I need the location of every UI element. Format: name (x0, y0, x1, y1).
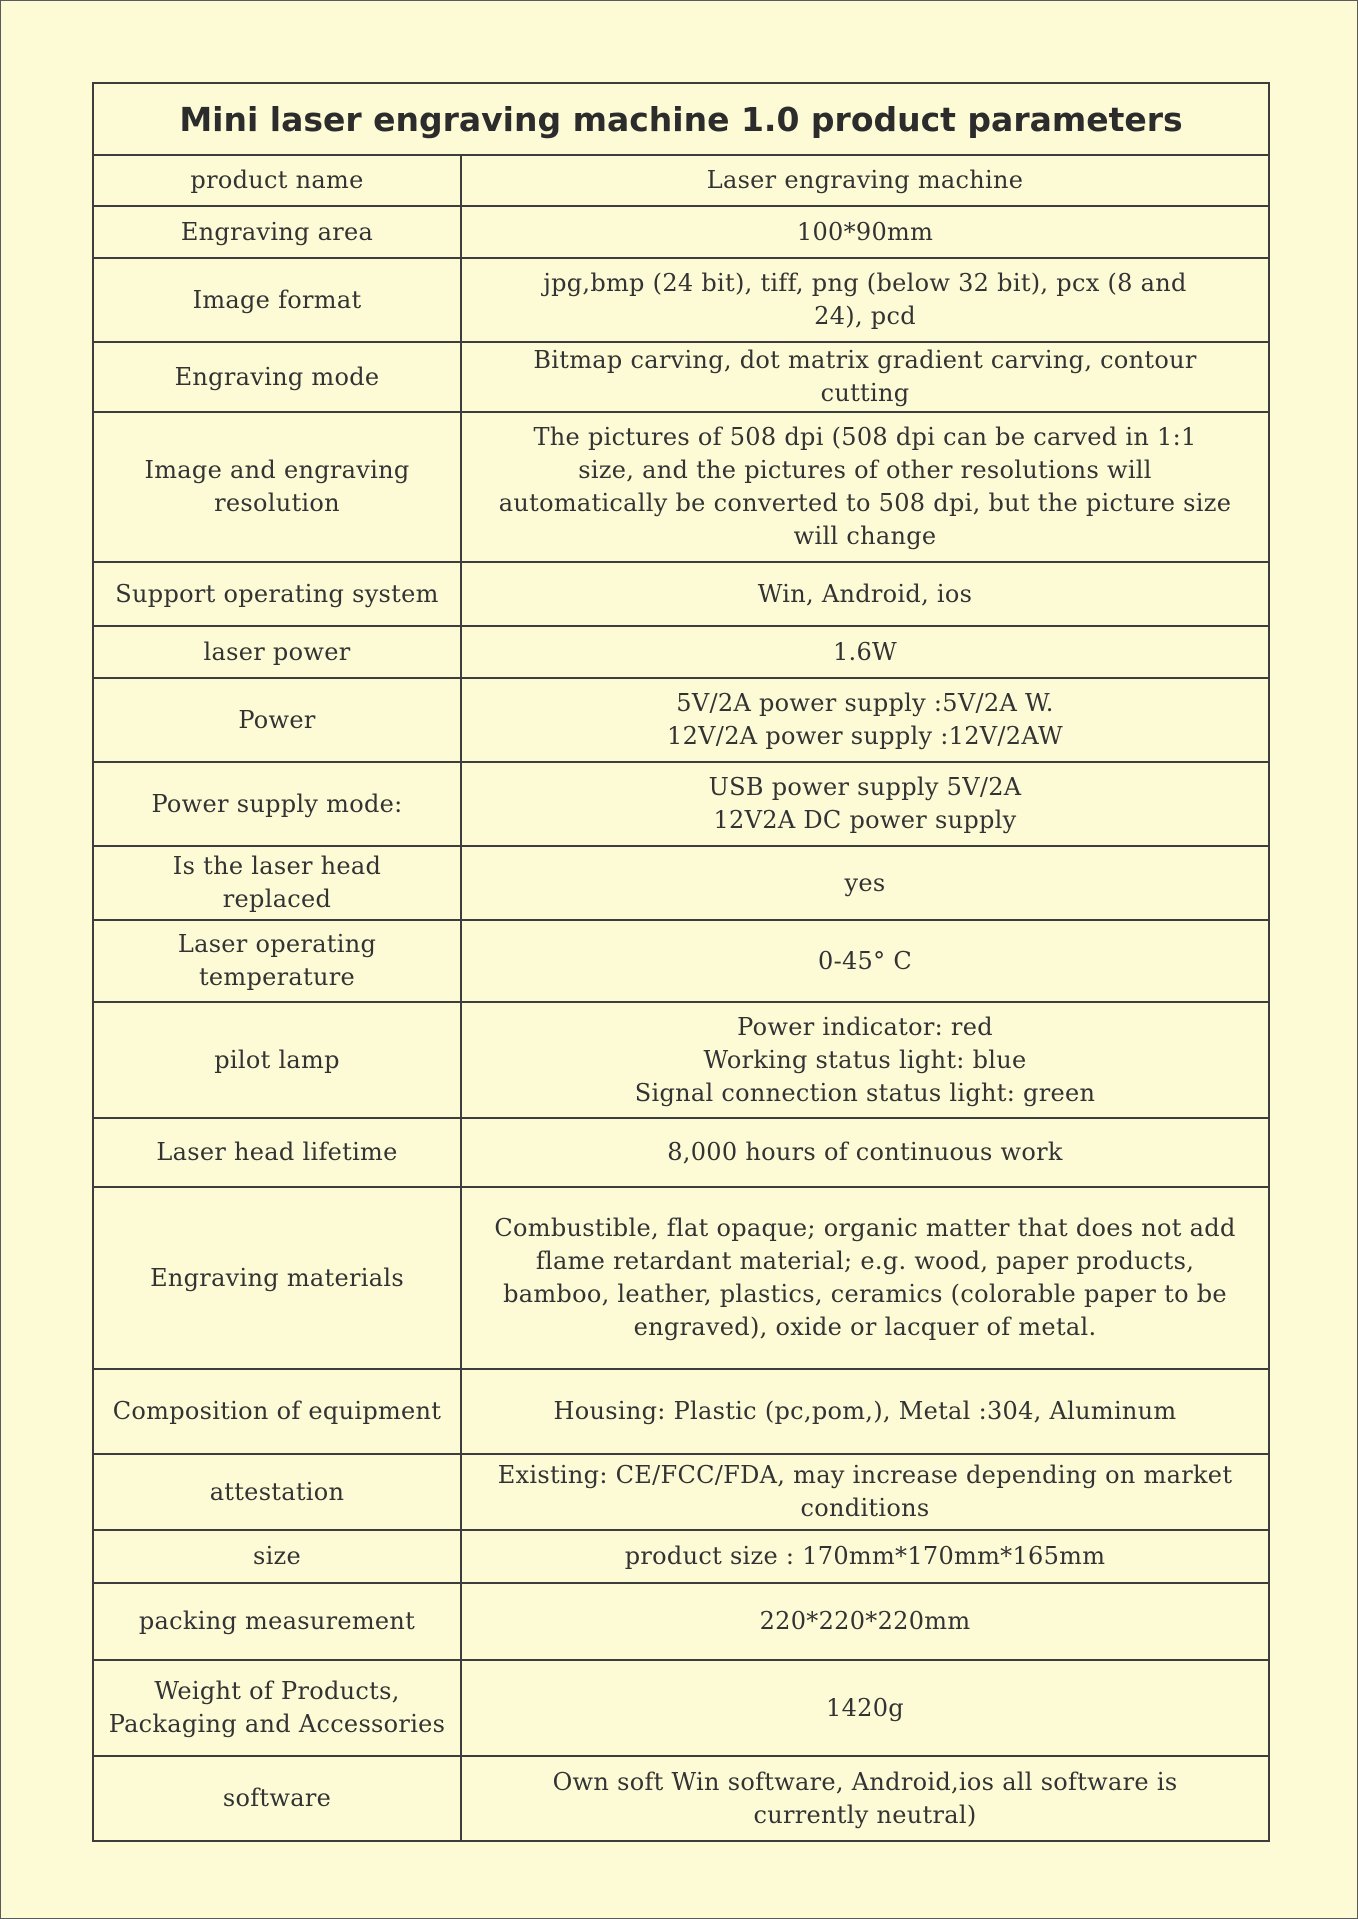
param-label-product-name (93, 155, 461, 206)
value-line: automatically be converted to 508 dpi, but the picture size (498, 489, 1232, 517)
param-value (461, 155, 1269, 206)
label-line: packing measurement (138, 1607, 416, 1635)
value-line: Signal connection status light: green (634, 1078, 1096, 1107)
param-label-weight-of-products-packaging-and-accessories (93, 1660, 461, 1756)
table-row (93, 1002, 1269, 1118)
param-value (461, 1660, 1269, 1756)
param-label-software (93, 1756, 461, 1841)
table-row (93, 846, 1269, 920)
param-label-laser-power (93, 626, 461, 678)
label-line: laser power (203, 637, 351, 666)
label-line: Support operating system (115, 579, 439, 608)
param-label-laser-operating-temperature (93, 920, 461, 1002)
value-line: USB power supply 5V/2A (708, 773, 1022, 801)
label-line: Is the laser head (172, 852, 382, 880)
param-label-image-and-engraving-resolution (93, 412, 461, 562)
table-row (93, 1530, 1269, 1583)
param-value (461, 1002, 1269, 1118)
param-label-packing-measurement (93, 1583, 461, 1660)
table-row (93, 342, 1269, 412)
table-row (93, 1660, 1269, 1756)
value-line: yes (844, 868, 886, 897)
param-label-laser-head-lifetime (93, 1118, 461, 1187)
value-line: will change (793, 522, 937, 550)
label-line: Laser head lifetime (156, 1138, 398, 1166)
value-line: cutting (820, 379, 910, 407)
param-label-power-supply-mode (93, 762, 461, 846)
label-line: Engraving materials (150, 1263, 404, 1292)
value-line: conditions (800, 1494, 930, 1522)
param-label-is-the-laser-head-replaced (93, 846, 461, 920)
param-value (461, 1369, 1269, 1454)
table-row (93, 1369, 1269, 1454)
value-line: Housing: Plastic (pc,pom,), Metal :304, Aluminum (553, 1397, 1177, 1425)
value-line: 0-45° C (818, 946, 913, 975)
param-label-engraving-area (93, 206, 461, 258)
label-line: software (222, 1784, 332, 1812)
label-line: Weight of Products, (154, 1677, 400, 1705)
value-line: size, and the pictures of other resolutions will (578, 456, 1152, 484)
value-line: engraved), oxide or lacquer of metal. (633, 1313, 1097, 1341)
param-label-composition-of-equipment (93, 1369, 461, 1454)
table-title: Mini laser engraving machine 1.0 product parameters (93, 83, 1269, 155)
table-row (93, 1118, 1269, 1187)
value-line: 1420g (826, 1693, 904, 1722)
table-row (93, 412, 1269, 562)
value-line: 100*90mm (796, 217, 934, 246)
value-line: Working status light: blue (703, 1045, 1027, 1074)
param-value (461, 1454, 1269, 1530)
value-line: Own soft Win software, Android,ios all software is (552, 1767, 1178, 1796)
param-label-engraving-mode (93, 342, 461, 412)
param-value (461, 920, 1269, 1002)
label-line: product name (190, 166, 364, 194)
label-line: pilot lamp (214, 1045, 340, 1074)
table-row (93, 920, 1269, 1002)
table-row (93, 626, 1269, 678)
value-line: flame retardant material; e.g. wood, paper products, (535, 1247, 1195, 1275)
param-value (461, 342, 1269, 412)
param-label-size (93, 1530, 461, 1583)
value-line: Laser engraving machine (706, 166, 1024, 194)
label-line: Laser operating (177, 930, 377, 958)
label-line: Power (238, 705, 316, 734)
param-value (461, 626, 1269, 678)
param-label-image-format (93, 258, 461, 342)
table-row (93, 762, 1269, 846)
label-line: Power supply mode: (151, 789, 403, 818)
label-line: replaced (222, 885, 332, 913)
value-line: Power indicator: red (737, 1012, 993, 1041)
param-value (461, 678, 1269, 762)
label-line: resolution (214, 489, 340, 517)
value-line: product size : 170mm*170mm*165mm (624, 1542, 1106, 1570)
param-value (461, 412, 1269, 562)
value-line: currently neutral) (753, 1800, 977, 1829)
table-row (93, 1583, 1269, 1660)
param-value (461, 1583, 1269, 1660)
value-line: 8,000 hours of continuous work (667, 1138, 1063, 1166)
label-line: Engraving mode (174, 362, 380, 391)
value-line: Existing: CE/FCC/FDA, may increase depending on market (497, 1461, 1233, 1489)
value-line: jpg,bmp (24 bit), tiff, png (below 32 bit), pcx (8 and (543, 269, 1187, 297)
value-line: 12V2A DC power supply (713, 806, 1017, 834)
table-row (93, 258, 1269, 342)
table-row (93, 678, 1269, 762)
value-line: bamboo, leather, plastics, ceramics (colorable paper to be (503, 1280, 1227, 1308)
value-line: 12V/2A power supply :12V/2AW (667, 722, 1063, 750)
param-value (461, 562, 1269, 626)
param-label-support-operating-system (93, 562, 461, 626)
param-value (461, 762, 1269, 846)
parameters-table (92, 82, 1270, 1842)
table-row (93, 206, 1269, 258)
param-value (461, 846, 1269, 920)
table-row (93, 155, 1269, 206)
param-value (461, 1530, 1269, 1583)
label-line: attestation (209, 1477, 345, 1506)
label-line: size (252, 1542, 302, 1570)
table-row (93, 1756, 1269, 1841)
table-row (93, 562, 1269, 626)
value-line: 220*220*220mm (759, 1607, 971, 1635)
table-row (93, 1187, 1269, 1369)
param-label-engraving-materials (93, 1187, 461, 1369)
value-line: Bitmap carving, dot matrix gradient carving, contour (533, 346, 1197, 374)
param-value (461, 1187, 1269, 1369)
label-line: Packaging and Accessories (108, 1710, 446, 1738)
param-label-pilot-lamp (93, 1002, 461, 1118)
label-line: temperature (198, 963, 356, 991)
value-line: 1.6W (832, 637, 898, 666)
value-line: Combustible, flat opaque; organic matter that does not add (494, 1214, 1236, 1242)
param-value (461, 1118, 1269, 1187)
table-row (93, 1454, 1269, 1530)
param-value (461, 1756, 1269, 1841)
label-line: Image and engraving (144, 456, 410, 484)
param-label-power (93, 678, 461, 762)
label-line: Image format (192, 285, 362, 314)
value-line: 24), pcd (814, 302, 916, 330)
param-value (461, 206, 1269, 258)
label-line: Composition of equipment (112, 1397, 442, 1425)
param-label-attestation (93, 1454, 461, 1530)
value-line: Win, Android, ios (757, 579, 973, 608)
label-line: Engraving area (180, 217, 374, 246)
param-value (461, 258, 1269, 342)
value-line: 5V/2A power supply :5V/2A W. (676, 689, 1054, 717)
value-line: The pictures of 508 dpi (508 dpi can be carved in 1:1 (533, 423, 1197, 451)
